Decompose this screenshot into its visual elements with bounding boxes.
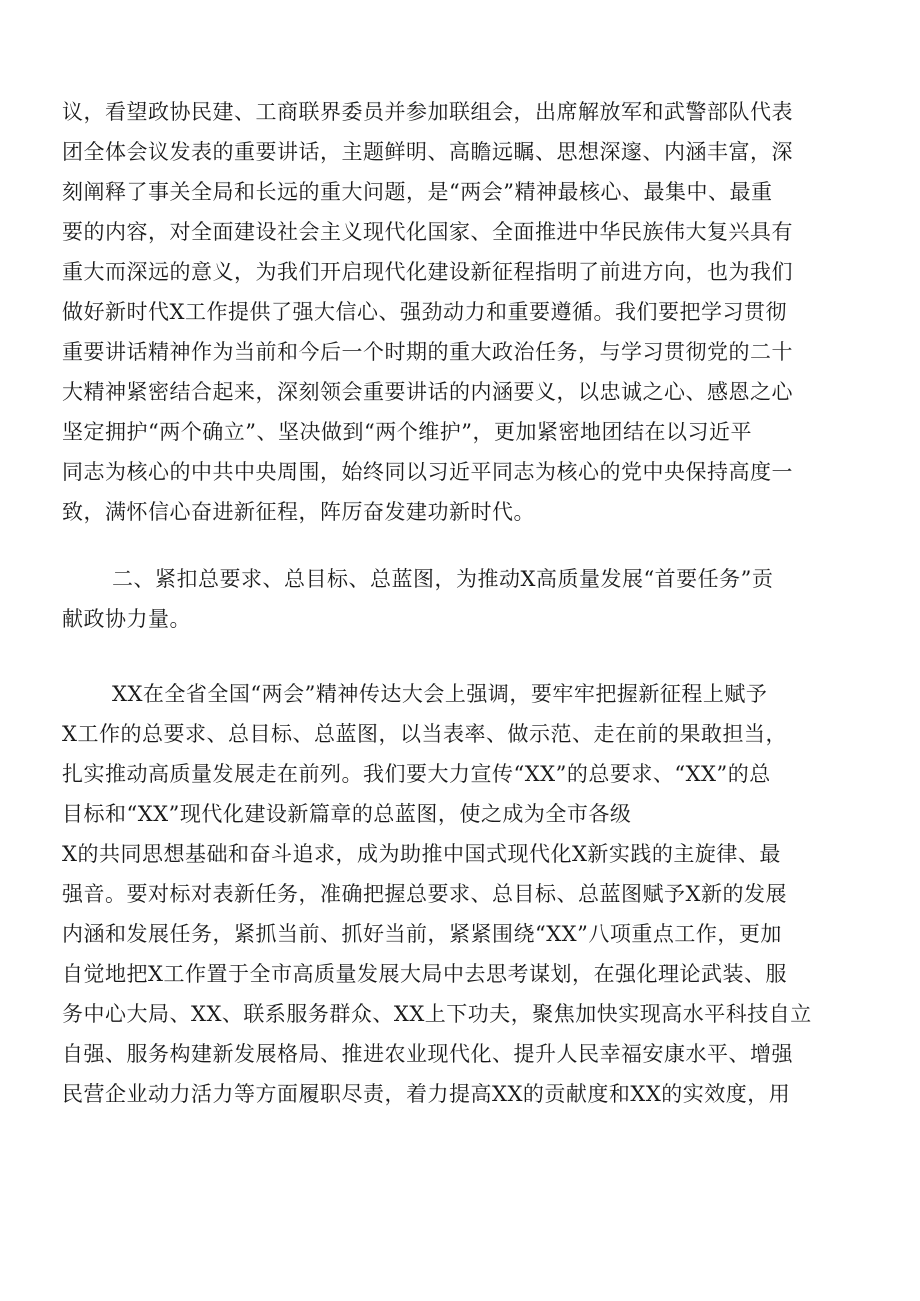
text-line: 自觉地把X工作置于全市高质量发展大局中去思考谋划，在强化理论武装、服 (62, 962, 787, 986)
document-page (62, 92, 862, 1114)
text-line: 致，满怀信心奋进新征程，阵厉奋发建功新时代。 (62, 500, 535, 524)
text-line: 扎实推动高质量发展走在前列。我们要大力宣传“XX”的总要求、“XX”的总 (62, 762, 771, 786)
paragraph-1 (62, 92, 862, 532)
text-line: 内涵和发展任务，紧抓当前、抓好当前，紧紧围绕“XX”八项重点工作，更加 (62, 922, 782, 946)
text-line: X的共同思想基础和奋斗追求，成为助推中国式现代化X新实践的主旋律、最 (62, 842, 781, 866)
text-line: 坚定拥护“两个确立”、坚决做到“两个维护”，更加紧密地团结在以习近平 (62, 420, 752, 444)
heading-line: 二、紧扣总要求、总目标、总蓝图，为推动X高质量发展“首要任务”贡 (112, 567, 774, 591)
heading-line: 献政协力量。 (62, 607, 191, 631)
text-line: 议，看望政协民建、工商联界委员并参加联组会，出席解放军和武警部队代表 (62, 100, 793, 124)
text-line: 刻阐释了事关全局和长远的重大问题，是“两会”精神最核心、最集中、最重 (62, 180, 773, 204)
text-line: X工作的总要求、总目标、总蓝图，以当表率、做示范、走在前的果敢担当， (62, 722, 787, 746)
text-line: 强音。要对标对表新任务，准确把握总要求、总目标、总蓝图赋予X新的发展 (62, 882, 787, 906)
text-line: 民营企业动力活力等方面履职尽责，着力提高XX的贡献度和XX的实效度，用 (62, 1082, 791, 1106)
text-line: 目标和“XX”现代化建设新篇章的总蓝图，使之成为全市各级 (62, 802, 632, 826)
text-line: XX在全省全国“两会”精神传达大会上强调，要牢牢把握新征程上赋予 (112, 682, 768, 706)
text-line: 团全体会议发表的重要讲话，主题鲜明、高瞻远瞩、思想深邃、内涵丰富，深 (62, 140, 793, 164)
text-line: 务中心大局、XX、联系服务群众、XX上下功夫，聚焦加快实现高水平科技自立 (62, 1002, 812, 1026)
paragraph-3 (62, 674, 862, 1114)
text-line: 要的内容，对全面建设社会主义现代化国家、全面推进中华民族伟大复兴具有 (62, 220, 793, 244)
text-line: 大精神紧密结合起来，深刻领会重要讲话的内涵要义，以忠诚之心、感恩之心 (62, 380, 793, 404)
text-line: 自强、服务构建新发展格局、推进农业现代化、提升人民幸福安康水平、增强 (62, 1042, 793, 1066)
text-line: 重大而深远的意义，为我们开启现代化建设新征程指明了前进方向，也为我们 (62, 260, 793, 284)
text-line: 重要讲话精神作为当前和今后一个时期的重大政治任务，与学习贯彻党的二十 (62, 340, 793, 364)
section-heading-2 (62, 559, 862, 639)
text-line: 做好新时代X工作提供了强大信心、强劲动力和重要遵循。我们要把学习贯彻 (62, 300, 787, 324)
text-line: 同志为核心的中共中央周围，始终同以习近平同志为核心的党中央保持高度一 (62, 460, 793, 484)
